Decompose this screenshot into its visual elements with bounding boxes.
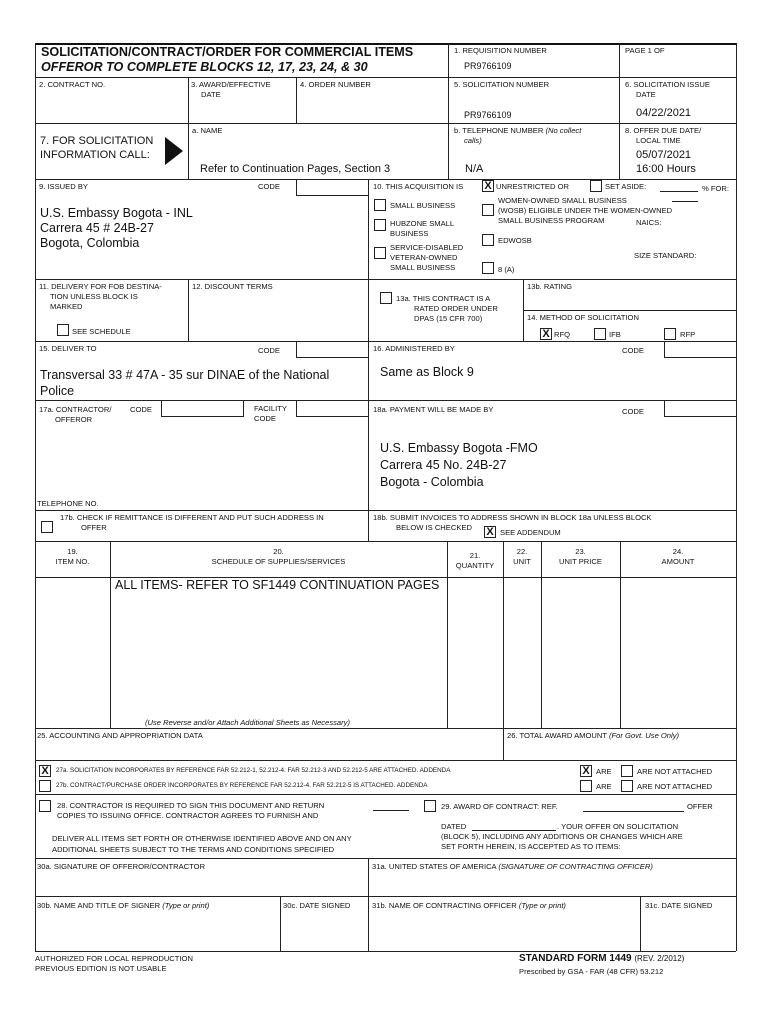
naics-label: NAICS: [636, 218, 662, 227]
acquisition-label: 10. THIS ACQUISITION IS [373, 182, 464, 191]
c27a-are-not-label: ARE NOT ATTACHED [637, 767, 713, 776]
delivery-label-2: TION UNLESS BLOCK IS [50, 292, 138, 301]
submit-invoices-label-1: 18b. SUBMIT INVOICES TO ADDRESS SHOWN IN BLOCK 18a UNLESS BLOCK [373, 513, 652, 522]
remittance-label-2: OFFER [81, 523, 107, 532]
edwosb-checkbox[interactable] [482, 234, 494, 246]
wosb-label-2: (WOSB) ELIGIBLE UNDER THE WOMEN-OWNED [498, 206, 673, 215]
order-number-label: 4. ORDER NUMBER [300, 80, 371, 89]
facility-label-2: CODE [254, 414, 276, 423]
rule [188, 77, 189, 180]
issuer-address-2: Carrera 45 # 24B-27 [40, 221, 154, 235]
c27a-label: 27a. SOLICITATION INCORPORATES BY REFERENCE FAR 52.212-1, 52.212-4. FAR 52.212-3 AND 52.212-5 ARE ATTACHED. ADDENDA [56, 767, 451, 774]
eight-a-label: 8 (A) [498, 265, 515, 274]
c28-line-3: DELIVER ALL ITEMS SET FORTH OR OTHERWISE IDENTIFIED ABOVE AND ON ANY [52, 834, 352, 843]
solicitation-info-label: 7. FOR SOLICITATION [40, 135, 154, 147]
right-border [736, 43, 737, 951]
rule [35, 179, 736, 180]
reverse-note: (Use Reverse and/or Attach Additional Sheets as Necessary) [145, 718, 350, 727]
auth-label-2: PREVIOUS EDITION IS NOT USABLE [35, 964, 167, 973]
rule [35, 951, 736, 952]
rfp-checkbox[interactable] [664, 328, 676, 340]
name-value: Refer to Continuation Pages, Section 3 [200, 163, 391, 175]
col-23-head: UNIT PRICE [559, 557, 602, 566]
col-20-head: SCHEDULE OF SUPPLIES/SERVICES [211, 557, 346, 566]
payment-label: 18a. PAYMENT WILL BE MADE BY [373, 405, 494, 414]
date-signed-31c-label: 31c. DATE SIGNED [645, 901, 713, 910]
rfq-label: RFQ [554, 330, 571, 339]
c27a-are-not-checkbox[interactable] [621, 765, 633, 777]
usa-label: 31a. UNITED STATES OF AMERICA (SIGNATURE OF CONTRACTING OFFICER) [372, 862, 653, 871]
contractor-code-label: CODE [130, 405, 152, 414]
name-label: a. NAME [192, 126, 223, 135]
set-aside-checkbox[interactable] [590, 180, 602, 192]
hubzone-label-1: HUBZONE SMALL [390, 219, 455, 228]
col-21-head: QUANTITY [455, 561, 495, 570]
arrow-right-icon [165, 137, 185, 165]
col-20-num: 20. [273, 547, 284, 556]
method-label: 14. METHOD OF SOLICITATION [527, 313, 639, 322]
submit-invoices-label-2: BELOW IS CHECKED [396, 523, 472, 532]
hubzone-checkbox[interactable] [374, 219, 386, 231]
remittance-label-1: 17b. CHECK IF REMITTANCE IS DIFFERENT AND PUT SUCH ADDRESS IN [60, 513, 324, 522]
c27a-checkbox[interactable]: X [39, 765, 51, 777]
award-date-label-2: DATE [201, 90, 221, 99]
deliver-code-field[interactable] [296, 341, 369, 358]
small-business-label: SMALL BUSINESS [390, 201, 456, 210]
requisition-value: PR9766109 [464, 61, 512, 71]
c27b-checkbox[interactable] [39, 780, 51, 792]
rule [188, 279, 189, 341]
rating-label: 13b. RATING [527, 282, 573, 291]
deliver-to-label: 15. DELIVER TO [39, 344, 97, 353]
col-19-num: 19. [67, 547, 78, 556]
rule [368, 179, 369, 542]
telephone-label: TELEPHONE NO. [37, 499, 99, 508]
contract-no-label: 2. CONTRACT NO. [39, 80, 106, 89]
rule [35, 341, 736, 342]
sdvosb-label-1: SERVICE-DISABLED [390, 243, 464, 252]
award-date-label: 3. AWARD/EFFECTIVE [191, 80, 271, 89]
due-date-label: 8. OFFER DUE DATE/ [625, 126, 702, 135]
accounting-label: 25. ACCOUNTING AND APPROPRIATION DATA [37, 731, 203, 740]
dated-label: DATED [441, 822, 467, 831]
ifb-label: IFB [609, 330, 621, 339]
award-label-1: 29. AWARD OF CONTRACT: REF. [441, 802, 558, 811]
col-24-head: AMOUNT [661, 557, 695, 566]
issued-by-code-field[interactable] [296, 179, 369, 196]
c27b-are-not-label: ARE NOT ATTACHED [637, 782, 713, 791]
total-award-label: 26. TOTAL AWARD AMOUNT (For Govt. Use Only) [507, 731, 680, 740]
deliver-address-1: Transversal 33 # 47A - 35 sur DINAE of the National [40, 368, 330, 382]
wosb-label-1: WOMEN-OWNED SMALL BUSINESS [498, 196, 627, 205]
sdvosb-label-2: VETERAN-OWNED [390, 253, 458, 262]
rule [35, 400, 736, 401]
col-23-num: 23. [575, 547, 586, 556]
rule [35, 77, 736, 78]
small-business-checkbox[interactable] [374, 199, 386, 211]
rule [523, 310, 736, 311]
due-date-label-2: LOCAL TIME [636, 136, 681, 145]
name-signer-label: 30b. NAME AND TITLE OF SIGNER (Type or print) [37, 901, 210, 910]
c28-line-2: COPIES TO ISSUING OFFICE. CONTRACTOR AGREES TO FURNISH AND [57, 811, 319, 820]
sdvosb-label-3: SMALL BUSINESS [390, 263, 456, 272]
rule [296, 77, 297, 123]
date-signed-30c-label: 30c. DATE SIGNED [283, 901, 351, 910]
admin-code-field[interactable] [664, 341, 737, 358]
col-22-num: 22. [516, 547, 528, 556]
rule [448, 43, 449, 180]
issuer-address-1: U.S. Embassy Bogota - INL [40, 206, 193, 220]
col-22-head: UNIT [513, 557, 531, 566]
dated-line [472, 830, 556, 831]
rule [620, 541, 621, 728]
due-date-value: 05/07/2021 [636, 149, 692, 161]
award-label-3: SET FORTH HEREIN, IS ACCEPTED AS TO ITEMS: [441, 842, 621, 851]
payment-code-label: CODE [622, 407, 644, 416]
c28-line-4: ADDITIONAL SHEETS SUBJECT TO THE TERMS AND CONDITIONS SPECIFIED [52, 845, 335, 854]
rule [503, 541, 504, 761]
facility-label-1: FACILITY [254, 404, 287, 413]
contractor-code-field[interactable] [161, 400, 244, 417]
rule [640, 896, 641, 951]
rule [523, 279, 524, 341]
rfp-label: RFP [680, 330, 696, 339]
delivery-label-1: 11. DELIVERY FOR FOB DESTINA- [39, 282, 162, 291]
issue-date-label-2: DATE [636, 90, 656, 99]
pct-for-label: % FOR: [702, 184, 730, 193]
rated-label-2: RATED ORDER UNDER [414, 304, 498, 313]
size-standard-label: SIZE STANDARD: [634, 251, 697, 260]
rule [110, 541, 111, 728]
issue-date-label: 6. SOLICITATION ISSUE [625, 80, 710, 89]
page-label: PAGE 1 OF [625, 46, 665, 55]
form-title: SOLICITATION/CONTRACT/ORDER FOR COMMERCIAL ITEMS [41, 45, 414, 59]
form-number: STANDARD FORM 1449 (REV. 2/2012) [519, 953, 685, 964]
discount-terms-label: 12. DISCOUNT TERMS [192, 282, 273, 291]
c29-checkbox[interactable] [424, 800, 436, 812]
unrestricted-label: UNRESTRICTED OR [496, 182, 569, 191]
remittance-checkbox[interactable] [41, 521, 53, 533]
administered-label: 16. ADMINISTERED BY [373, 344, 455, 353]
prescribed-label: Prescribed by GSA - FAR (48 CFR) 53.212 [519, 967, 664, 976]
set-aside-label: SET ASIDE: [605, 182, 647, 191]
edwosb-label: EDWOSB [498, 236, 532, 245]
col-19-head: ITEM NO. [55, 557, 90, 566]
rule [35, 896, 736, 897]
rule [35, 510, 736, 511]
wosb-label-3: SMALL BUSINESS PROGRAM [498, 216, 605, 225]
wosb-line [672, 201, 698, 202]
your-offer-label: . YOUR OFFER ON SOLICITATION [557, 822, 679, 831]
solicitation-number-value: PR9766109 [464, 110, 512, 120]
hubzone-label-2: BUSINESS [390, 229, 429, 238]
admin-value: Same as Block 9 [380, 365, 474, 379]
sdvosb-checkbox[interactable] [374, 247, 386, 259]
rule [35, 123, 736, 124]
rated-order-checkbox[interactable] [380, 292, 392, 304]
payment-address-3: Bogota - Colombia [380, 475, 484, 489]
issued-by-label: 9. ISSUED BY [39, 182, 88, 191]
award-label-2: (BLOCK 5), INCLUDING ANY ADDITIONS OR CHANGES WHICH ARE [441, 832, 683, 841]
due-time-value: 16:00 Hours [636, 163, 696, 175]
facility-code-field[interactable] [296, 400, 369, 417]
rfq-checkbox[interactable]: X [540, 328, 552, 340]
copies-line [373, 810, 409, 811]
c28-line-1: 28. CONTRACTOR IS REQUIRED TO SIGN THIS DOCUMENT AND RETURN [57, 801, 325, 810]
deliver-code-label: CODE [258, 346, 280, 355]
admin-code-label: CODE [622, 346, 644, 355]
payment-address-1: U.S. Embassy Bogota -FMO [380, 441, 538, 455]
c27b-are-checkbox[interactable] [580, 780, 592, 792]
rated-label-3: DPAS (15 CFR 700) [414, 314, 483, 323]
c27a-are-checkbox[interactable]: X [580, 765, 592, 777]
c27b-label: 27b. CONTRACT/PURCHASE ORDER INCORPORATES BY REFERENCE FAR 52.212-4. FAR 52.212-5 IS ATTACHED. ADDENDA [56, 782, 428, 789]
rule [619, 43, 620, 180]
code-label: CODE [258, 182, 280, 191]
deliver-address-2: Police [40, 384, 75, 398]
rule [368, 858, 369, 951]
delivery-label-3: MARKED [50, 302, 83, 311]
payment-code-field[interactable] [664, 400, 737, 417]
contractor-label-2: OFFEROR [55, 415, 93, 424]
contractor-label-1: 17a. CONTRACTOR/ [39, 405, 112, 414]
issuer-address-3: Bogota, Colombia [40, 236, 140, 250]
c27b-are-label: ARE [596, 782, 612, 791]
rule [541, 541, 542, 728]
payment-address-2: Carrera 45 No. 24B-27 [380, 458, 507, 472]
see-schedule-checkbox[interactable] [57, 324, 69, 336]
auth-label-1: AUTHORIZED FOR LOCAL REPRODUCTION [35, 954, 193, 963]
rule [35, 760, 736, 761]
name-officer-label: 31b. NAME OF CONTRACTING OFFICER (Type or print) [372, 901, 566, 910]
c27a-are-label: ARE [596, 767, 612, 776]
offer-label: OFFER [687, 802, 713, 811]
form-subtitle: OFFEROR TO COMPLETE BLOCKS 12, 17, 23, 24, & 30 [41, 60, 368, 74]
wosb-checkbox[interactable] [482, 204, 494, 216]
eight-a-checkbox[interactable] [482, 262, 494, 274]
see-schedule-label: SEE SCHEDULE [72, 327, 131, 336]
c28-checkbox[interactable] [39, 800, 51, 812]
col-21-num: 21. [469, 551, 481, 560]
schedule-items: ALL ITEMS- REFER TO SF1449 CONTINUATION PAGES [115, 578, 440, 592]
set-aside-pct-line [660, 191, 698, 192]
see-addendum-label: SEE ADDENDUM [500, 528, 561, 537]
ifb-checkbox[interactable] [594, 328, 606, 340]
rule [35, 858, 736, 859]
addendum-checkbox[interactable]: X [484, 526, 496, 538]
phone-value: N/A [465, 163, 484, 175]
signature-offeror-label: 30a. SIGNATURE OF OFFEROR/CONTRACTOR [37, 862, 206, 871]
issue-date-value: 04/22/2021 [636, 107, 692, 119]
rule [35, 728, 736, 729]
rule [35, 794, 736, 795]
rule [35, 541, 736, 542]
col-24-num: 24. [672, 547, 684, 556]
solicitation-number-label: 5. SOLICITATION NUMBER [454, 80, 550, 89]
rule [35, 279, 736, 280]
rated-label-1: 13a. THIS CONTRACT IS A [396, 294, 491, 303]
phone-note: calls) [464, 136, 482, 145]
phone-label: b. TELEPHONE NUMBER (No collect [454, 126, 582, 135]
unrestricted-checkbox[interactable]: X [482, 180, 494, 192]
award-ref-line [583, 811, 684, 812]
left-border [35, 43, 36, 951]
c27b-are-not-checkbox[interactable] [621, 780, 633, 792]
requisition-label: 1. REQUISITION NUMBER [454, 46, 547, 55]
rule [280, 896, 281, 951]
solicitation-info-label-2: INFORMATION CALL: [40, 149, 150, 161]
